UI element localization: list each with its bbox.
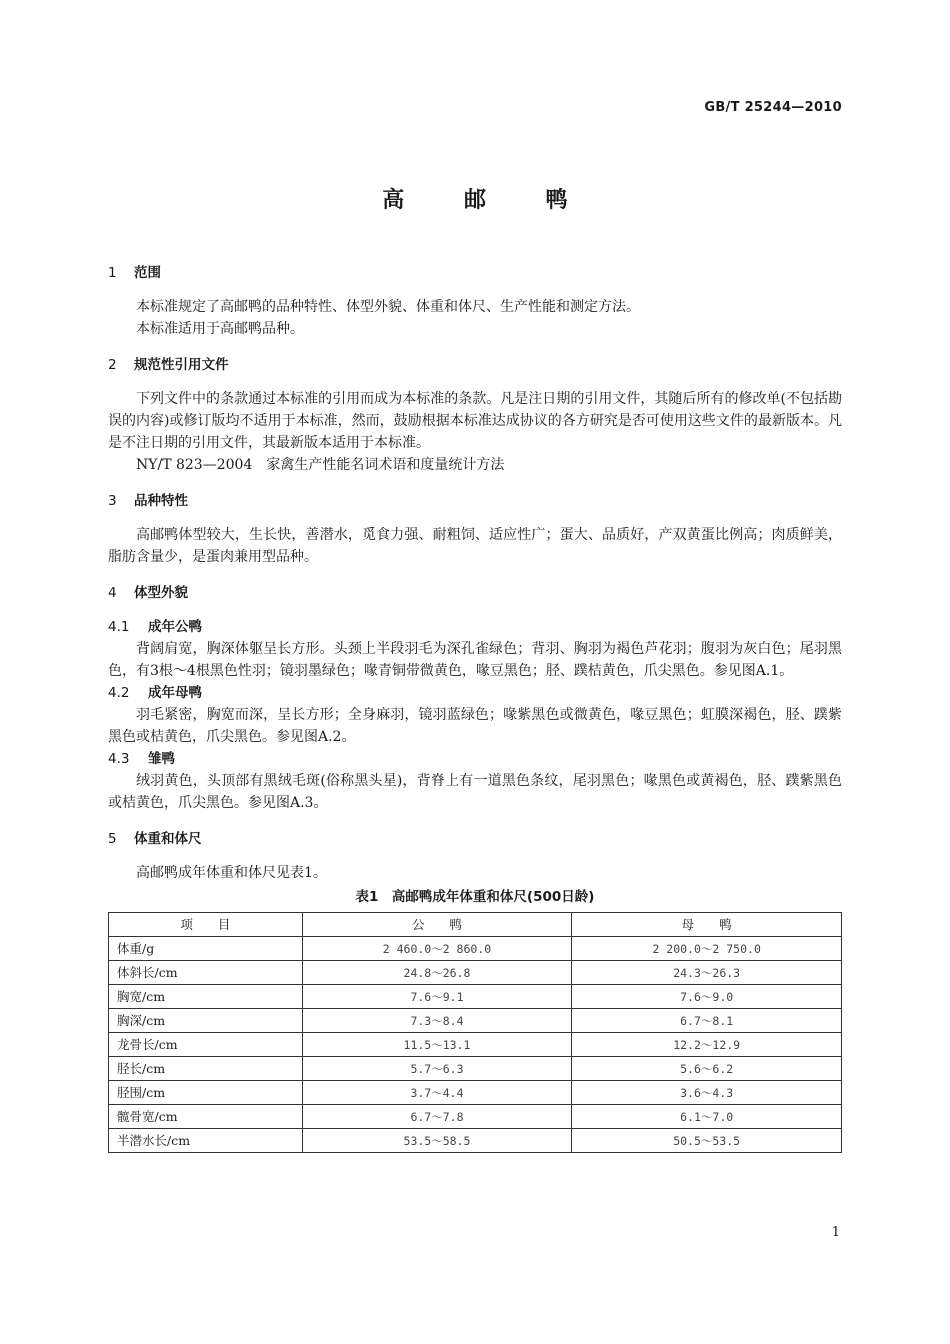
table-row: 胸宽/cm 7.6～9.1 7.6～9.0 bbox=[109, 985, 842, 1009]
table-header-row bbox=[109, 913, 842, 937]
section-5-heading: 5 体重和体尺 bbox=[108, 831, 202, 847]
table-row: 胫围/cm 3.7～4.4 3.6～4.3 bbox=[109, 1081, 842, 1105]
header-item: 项 目 bbox=[109, 913, 303, 937]
section-1-para-1: 本标准规定了高邮鸭的品种特性、体型外貌、体重和体尺、生产性能和测定方法。 bbox=[136, 299, 640, 315]
table-caption: 表1 高邮鸭成年体重和体尺(500日龄) bbox=[355, 889, 595, 905]
document-title bbox=[0, 183, 950, 214]
header-female: 母 鸭 bbox=[572, 913, 842, 937]
title-char-2: 邮 bbox=[463, 188, 486, 213]
data-table bbox=[108, 912, 842, 1153]
section-4-1-heading: 4.1 成年公鸭 bbox=[108, 619, 202, 635]
section-4-3-heading: 4.3 雏鸭 bbox=[108, 751, 175, 767]
section-1-heading: 1 范围 bbox=[108, 265, 161, 281]
section-4-2-text: 羽毛紧密，胸宽而深，呈长方形；全身麻羽，镜羽蓝绿色；喙紫黑色或微黄色，喙豆黑色；虹膜深褐色，胫、蹼紫黑色或桔黄色，爪尖黑色。参见图A.2。 bbox=[108, 707, 842, 745]
title-char-1: 高 bbox=[382, 188, 405, 213]
section-3-para-1: 高邮鸭体型较大，生长快，善潜水，觅食力强、耐粗饲、适应性广；蛋大、品质好，产双黄蛋比例高；肉质鲜美，脂肪含量少，是蛋肉兼用型品种。 bbox=[108, 527, 842, 565]
title-char-3: 鸭 bbox=[545, 188, 568, 213]
section-4-heading: 4 体型外貌 bbox=[108, 585, 188, 601]
section-2-reference: NY/T 823—2004 家禽生产性能名词术语和度量统计方法 bbox=[136, 457, 505, 473]
page-number: 1 bbox=[831, 1225, 840, 1240]
table-row: 胸深/cm 7.3～8.4 6.7～8.1 bbox=[109, 1009, 842, 1033]
section-1-para-2: 本标准适用于高邮鸭品种。 bbox=[136, 321, 304, 337]
header-male: 公 鸭 bbox=[302, 913, 572, 937]
section-3-heading: 3 品种特性 bbox=[108, 493, 188, 509]
section-5-para-1: 高邮鸭成年体重和体尺见表1。 bbox=[136, 865, 327, 881]
table-row: 体重/g 2 460.0～2 860.0 2 200.0～2 750.0 bbox=[109, 937, 842, 961]
section-4-3-text: 绒羽黄色，头顶部有黑绒毛斑(俗称黑头星)，背脊上有一道黑色条纹，尾羽黑色；喙黑色或黄褐色，胫、蹼紫黑色或桔黄色，爪尖黑色。参见图A.3。 bbox=[108, 773, 842, 811]
section-4-2-heading: 4.2 成年母鸭 bbox=[108, 685, 202, 701]
table-row: 胫长/cm 5.7～6.3 5.6～6.2 bbox=[109, 1057, 842, 1081]
section-4-1-text: 背阔肩宽，胸深体躯呈长方形。头颈上半段羽毛为深孔雀绿色；背羽、胸羽为褐色芦花羽；腹羽为灰白色；尾羽黑色，有3根～4根黑色性羽；镜羽墨绿色；喙青铜带微黄色，喙豆黑色；胫、蹼桔黄色，爪尖黑色。参见图A.1。 bbox=[108, 641, 842, 679]
standard-number: GB/T 25244—2010 bbox=[704, 100, 842, 115]
section-2-heading: 2 规范性引用文件 bbox=[108, 357, 229, 373]
table-row: 龙骨长/cm 11.5～13.1 12.2～12.9 bbox=[109, 1033, 842, 1057]
document-body bbox=[108, 262, 842, 1153]
section-2-para-1: 下列文件中的条款通过本标准的引用而成为本标准的条款。凡是注日期的引用文件，其随后所有的修改单(不包括勘误的内容)或修订版均不适用于本标准，然而，鼓励根据本标准达成协议的各方研究是否可使用这些文件的最新版本。凡是不注日期的引用文件，其最新版本适用于本标准。 bbox=[108, 391, 842, 451]
table-row: 髋骨宽/cm 6.7～7.8 6.1～7.0 bbox=[109, 1105, 842, 1129]
table-row: 体斜长/cm 24.8～26.8 24.3～26.3 bbox=[109, 961, 842, 985]
table-row: 半潜水长/cm 53.5～58.5 50.5～53.5 bbox=[109, 1129, 842, 1153]
